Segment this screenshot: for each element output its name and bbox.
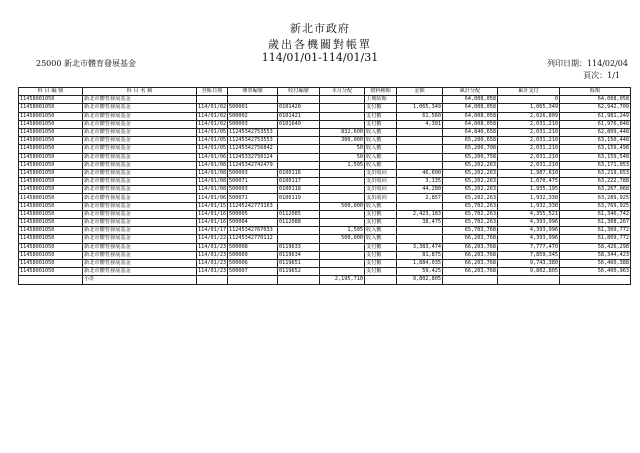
cell-monthly-allocation xyxy=(320,210,365,218)
cell-account-name: 新北市體育發展基金 xyxy=(83,169,197,177)
cell-account-no: 11458001050 xyxy=(19,268,83,276)
cell-amount: 2,857 xyxy=(397,194,443,202)
cell-monthly-allocation xyxy=(320,178,365,186)
column-header-amount: 金額 xyxy=(397,88,443,96)
cell-monthly-allocation xyxy=(320,268,365,276)
cell-post-date xyxy=(197,276,228,284)
cell-post-date: 114/01/08 xyxy=(198,186,227,193)
cell-account-name: 新北市體育發展基金 xyxy=(83,137,197,145)
cell-monthly-allocation xyxy=(320,96,365,104)
cell-data-type: 收入數 xyxy=(365,161,397,169)
cell-account-no: 11458001050 xyxy=(19,128,83,136)
cell-account-no: 11458001050 xyxy=(19,104,83,112)
cell-account-name: 新北市體育發展基金 xyxy=(83,120,197,128)
table-row xyxy=(19,96,631,104)
cell-payment-no: 0101421 xyxy=(278,112,320,120)
cell-payment-no: 0100119 xyxy=(278,194,320,202)
cell-amount: 44,280 xyxy=(397,186,443,194)
cell-monthly-allocation: 500,000 xyxy=(320,235,365,243)
cell-payment-no: 0101420 xyxy=(278,104,320,112)
cell-account-name: 新北市體育發展基金 xyxy=(83,202,197,210)
cell-account-no: 11458001050 xyxy=(19,219,83,227)
cell-voucher-no: 500071 xyxy=(228,178,278,186)
cell-cum-allocation: 66,203,768 xyxy=(443,251,498,259)
cell-payment-no: 0119652 xyxy=(278,268,320,276)
page-number: 頁次：1/1 xyxy=(583,71,620,80)
cell-cum-allocation: 64,008,058 xyxy=(443,96,498,104)
cell-account-name: 新北市體育發展基金 xyxy=(83,259,197,267)
cell-voucher-no: 11245342756842 xyxy=(228,145,278,153)
cell-cum-payment: 1,932,338 xyxy=(498,194,560,202)
cell-monthly-allocation xyxy=(320,219,365,227)
column-header-account-no: 科 目 編 號 xyxy=(19,88,83,96)
cell-balance: 63,219,653 xyxy=(560,169,631,177)
cell-cum-payment: 1,987,610 xyxy=(498,169,560,177)
cell-cum-payment: 9,802,805 xyxy=(498,268,560,276)
cell-post-date: 114/01/05 xyxy=(198,137,227,144)
cell-payment-no: 0119634 xyxy=(278,251,320,259)
table-row xyxy=(19,104,631,112)
cell-monthly-allocation: 1,505 xyxy=(320,227,365,235)
cell-balance: 61,809,772 xyxy=(560,235,631,243)
cell-account-no: 11458001050 xyxy=(19,96,83,104)
cell-cum-allocation: 66,203,768 xyxy=(443,268,498,276)
cell-payment-no xyxy=(278,137,320,145)
cell-account-no: 11458001050 xyxy=(19,251,83,259)
cell-balance: 63,289,925 xyxy=(560,194,631,202)
cell-data-type: 支出收回 xyxy=(365,178,397,186)
cell-amount xyxy=(397,145,443,153)
cell-amount xyxy=(397,128,443,136)
cell-balance: 61,346,742 xyxy=(560,210,631,218)
cell-amount xyxy=(397,153,443,161)
cell-data-type xyxy=(365,276,397,284)
cell-account-no: 11458001050 xyxy=(19,210,83,218)
cell-payment-no: 0100117 xyxy=(278,178,320,186)
cell-cum-payment: 4,393,996 xyxy=(498,227,560,235)
cell-payment-no: 0112088 xyxy=(278,219,320,227)
cell-voucher-no: 11245342742479 xyxy=(228,161,278,169)
cell-cum-payment: 7,859,345 xyxy=(498,251,560,259)
cell-amount: 2,423,183 xyxy=(397,210,443,218)
table-row xyxy=(19,169,631,177)
print-date: 列印日期：114/02/04 xyxy=(546,59,628,68)
cell-cum-payment: 9,743,380 xyxy=(498,259,560,267)
cell-voucher-no: 500006 xyxy=(228,259,278,267)
cell-monthly-allocation xyxy=(320,194,365,202)
cell-data-type: 支付數 xyxy=(365,259,397,267)
column-header-cum-allocation: 累計分配 xyxy=(443,88,498,96)
cell-post-date: 114/01/08 xyxy=(198,178,227,185)
cell-account-name: 新北市體育發展基金 xyxy=(83,251,197,259)
cell-account-no: 11458001050 xyxy=(19,178,83,186)
cell-amount: 3,135 xyxy=(397,178,443,186)
cell-balance: 56,460,388 xyxy=(560,259,631,267)
cell-voucher-no: 500009 xyxy=(228,251,278,259)
cell-amount: 1,065,349 xyxy=(397,104,443,112)
cell-post-date: 114/01/08 xyxy=(198,169,227,176)
cell-cum-payment: 2,031,210 xyxy=(498,153,560,161)
cell-account-name: 新北市體育發展基金 xyxy=(83,194,197,202)
cell-account-name: 小計 xyxy=(83,276,197,284)
table-row xyxy=(19,210,631,218)
report-title: 歲出各機關對帳單 xyxy=(268,38,372,51)
cell-amount: 46,600 xyxy=(397,169,443,177)
table-row xyxy=(19,259,631,267)
cell-data-type: 收入數 xyxy=(365,235,397,243)
cell-payment-no: 0112085 xyxy=(278,210,320,218)
cell-voucher-no: 500003 xyxy=(228,169,278,177)
table-row xyxy=(19,153,631,161)
cell-cum-allocation: 64,008,058 xyxy=(443,120,498,128)
cell-voucher-no: 500007 xyxy=(228,268,278,276)
cell-account-name: 新北市體育發展基金 xyxy=(83,161,197,169)
cell-data-type: 支出收回 xyxy=(365,186,397,194)
table-row xyxy=(19,186,631,194)
cell-account-no: 11458001050 xyxy=(19,186,83,194)
cell-account-name: 新北市體育發展基金 xyxy=(83,178,197,186)
cell-balance: 64,008,058 xyxy=(560,96,631,104)
cell-post-date: 114/01/08 xyxy=(198,161,227,168)
cell-payment-no: 0100116 xyxy=(278,169,320,177)
cell-payment-no: 0100118 xyxy=(278,186,320,194)
cell-data-type: 支出收回 xyxy=(365,169,397,177)
cell-account-name: 新北市體育發展基金 xyxy=(83,128,197,136)
cell-cum-payment: 1,935,195 xyxy=(498,186,560,194)
cell-monthly-allocation: 50 xyxy=(320,153,365,161)
cell-balance: 63,159,498 xyxy=(560,145,631,153)
cell-cum-allocation: 65,200,658 xyxy=(443,137,498,145)
cell-payment-no xyxy=(278,227,320,235)
table-header-row xyxy=(19,88,631,96)
table-row xyxy=(19,227,631,235)
cell-payment-no xyxy=(278,276,320,284)
cell-cum-payment: 0 xyxy=(498,96,560,104)
table-row xyxy=(19,202,631,210)
table-row xyxy=(19,268,631,276)
cell-account-no: 11458001050 xyxy=(19,169,83,177)
cell-balance: 61,981,249 xyxy=(560,112,631,120)
cell-data-type: 支付數 xyxy=(365,251,397,259)
table-row xyxy=(19,145,631,153)
cell-cum-allocation: 66,203,768 xyxy=(443,243,498,251)
cell-monthly-allocation xyxy=(320,169,365,177)
cell-balance: 63,769,925 xyxy=(560,202,631,210)
cell-cum-allocation: 65,200,758 xyxy=(443,153,498,161)
cell-cum-payment: 2,026,809 xyxy=(498,112,560,120)
cell-cum-payment: 1,070,475 xyxy=(498,178,560,186)
cell-account-name: 新北市體育發展基金 xyxy=(83,104,197,112)
column-header-account-name: 科 目 名 稱 xyxy=(83,88,197,96)
cell-post-date: 114/01/22 xyxy=(198,235,227,242)
cell-cum-payment: 2,031,210 xyxy=(498,128,560,136)
cell-cum-payment: 1,065,349 xyxy=(498,104,560,112)
cell-account-name: 新北市體育發展基金 xyxy=(83,153,197,161)
cell-data-type: 收入數 xyxy=(365,137,397,145)
cell-post-date: 114/01/02 xyxy=(198,112,227,119)
cell-cum-allocation: 65,702,263 xyxy=(443,202,498,210)
cell-data-type: 支付數 xyxy=(365,104,397,112)
table-row xyxy=(19,128,631,136)
table-row xyxy=(19,194,631,202)
cell-cum-allocation: 65,202,263 xyxy=(443,161,498,169)
cell-monthly-allocation: 50 xyxy=(320,145,365,153)
table-row xyxy=(19,219,631,227)
cell-account-no: 11458001050 xyxy=(19,235,83,243)
cell-post-date: 114/01/17 xyxy=(198,227,227,234)
cell-amount xyxy=(397,202,443,210)
cell-amount xyxy=(397,161,443,169)
cell-cum-allocation: 65,202,263 xyxy=(443,178,498,186)
cell-post-date: 114/01/23 xyxy=(198,268,227,275)
cell-account-name: 新北市體育發展基金 xyxy=(83,219,197,227)
cell-amount xyxy=(397,227,443,235)
cell-account-name: 新北市體育發展基金 xyxy=(83,243,197,251)
cell-amount: 61,560 xyxy=(397,112,443,120)
cell-voucher-no: 500002 xyxy=(228,112,278,120)
cell-payment-no xyxy=(278,161,320,169)
cell-balance: 63,171,053 xyxy=(560,161,631,169)
cell-account-name: 新北市體育發展基金 xyxy=(83,268,197,276)
cell-payment-no: 0101640 xyxy=(278,120,320,128)
subtotal-row xyxy=(19,276,631,284)
cell-balance: 61,976,848 xyxy=(560,120,631,128)
cell-voucher-no: 11245342753553 xyxy=(228,137,278,145)
cell-voucher-no: 500071 xyxy=(228,194,278,202)
cell-data-type: 收入數 xyxy=(365,145,397,153)
cell-monthly-allocation xyxy=(320,112,365,120)
column-header-balance: 餘額 xyxy=(560,88,631,96)
cell-payment-no xyxy=(278,96,320,104)
cell-cum-allocation: 65,702,263 xyxy=(443,219,498,227)
cell-data-type: 支付數 xyxy=(365,268,397,276)
table-row xyxy=(19,243,631,251)
cell-account-no: 11458001050 xyxy=(19,137,83,145)
cell-cum-payment: 1,932,338 xyxy=(498,202,560,210)
cell-post-date: 114/01/05 xyxy=(198,145,227,152)
column-header-payment-no: 收付編號 xyxy=(278,88,320,96)
cell-account-name: 新北市體育發展基金 xyxy=(83,235,197,243)
cell-post-date: 114/01/06 xyxy=(198,153,227,160)
cell-account-name: 新北市體育發展基金 xyxy=(83,96,197,104)
cell-amount: 9,802,805 xyxy=(397,276,443,284)
cell-balance: 63,150,448 xyxy=(560,137,631,145)
cell-payment-no xyxy=(278,145,320,153)
cell-payment-no xyxy=(278,202,320,210)
cell-account-name: 新北市體育發展基金 xyxy=(83,112,197,120)
organization-title: 新北市政府 xyxy=(290,22,350,35)
cell-amount: 1,884,035 xyxy=(397,259,443,267)
cell-data-type: 支付數 xyxy=(365,219,397,227)
cell-voucher-no: 500003 xyxy=(228,120,278,128)
cell-cum-allocation xyxy=(443,276,498,284)
cell-voucher-no: 500005 xyxy=(228,210,278,218)
cell-amount xyxy=(397,137,443,145)
cell-account-no: 11458001050 xyxy=(19,227,83,235)
cell-cum-allocation: 65,202,263 xyxy=(443,194,498,202)
cell-data-type: 收入數 xyxy=(365,202,397,210)
cell-monthly-allocation xyxy=(320,186,365,194)
cell-cum-allocation: 66,203,768 xyxy=(443,235,498,243)
cell-amount: 38,475 xyxy=(397,219,443,227)
cell-data-type: 收入數 xyxy=(365,128,397,136)
cell-voucher-no xyxy=(228,276,278,284)
cell-monthly-allocation xyxy=(320,259,365,267)
cell-cum-allocation: 64,008,058 xyxy=(443,104,498,112)
cell-post-date: 114/01/02 xyxy=(198,120,227,127)
cell-post-date: 114/01/15 xyxy=(198,202,227,209)
cell-cum-allocation: 64,008,058 xyxy=(443,112,498,120)
cell-amount: 4,301 xyxy=(397,120,443,128)
cell-payment-no xyxy=(278,153,320,161)
cell-balance: 58,344,423 xyxy=(560,251,631,259)
cell-cum-allocation: 64,840,658 xyxy=(443,128,498,136)
cell-balance: 63,159,548 xyxy=(560,153,631,161)
cell-account-no: 11458001050 xyxy=(19,202,83,210)
cell-data-type: 支付數 xyxy=(365,112,397,120)
cell-post-date: 114/01/23 xyxy=(198,243,227,250)
cell-monthly-allocation: 832,600 xyxy=(320,128,365,136)
cell-monthly-allocation xyxy=(320,251,365,259)
cell-cum-payment: 4,393,996 xyxy=(498,235,560,243)
cell-cum-payment: 2,031,210 xyxy=(498,137,560,145)
cell-data-type: 收入數 xyxy=(365,227,397,235)
column-header-monthly-allocation: 本月分配 xyxy=(320,88,365,96)
cell-voucher-no: 11245332750124 xyxy=(228,153,278,161)
cell-monthly-allocation xyxy=(320,243,365,251)
cell-cum-payment: 4,393,996 xyxy=(498,219,560,227)
cell-account-name: 新北市體育發展基金 xyxy=(83,210,197,218)
cell-data-type: 支付數 xyxy=(365,120,397,128)
cell-account-no: 11458001050 xyxy=(19,161,83,169)
cell-cum-allocation: 65,702,263 xyxy=(443,210,498,218)
cell-monthly-allocation: 1,505 xyxy=(320,161,365,169)
cell-post-date: 114/01/06 xyxy=(198,194,227,201)
cell-post-date: 114/01/23 xyxy=(198,260,227,267)
column-header-voucher-no: 傳票編號 xyxy=(228,88,278,96)
cell-post-date: 114/01/02 xyxy=(198,104,227,111)
cell-post-date: 114/01/23 xyxy=(198,251,227,258)
cell-payment-no: 0119651 xyxy=(278,259,320,267)
report-period: 114/01/01-114/01/31 xyxy=(261,51,379,64)
cell-balance: 61,308,267 xyxy=(560,219,631,227)
cell-account-no: 11458001050 xyxy=(19,153,83,161)
cell-account-name: 新北市體育發展基金 xyxy=(83,145,197,153)
table-row xyxy=(19,235,631,243)
cell-cum-payment xyxy=(498,276,560,284)
cell-cum-payment: 2,031,210 xyxy=(498,145,560,153)
cell-balance: 62,809,448 xyxy=(560,128,631,136)
table-row xyxy=(19,251,631,259)
table-row xyxy=(19,161,631,169)
ledger-table xyxy=(18,87,631,285)
cell-balance: 63,267,068 xyxy=(560,186,631,194)
cell-data-type: 支出收回 xyxy=(365,194,397,202)
column-header-cum-payment: 累計支付 xyxy=(498,88,560,96)
cell-amount xyxy=(397,96,443,104)
column-header-data-type: 資料種類 xyxy=(365,88,397,96)
cell-payment-no xyxy=(278,128,320,136)
cell-monthly-allocation xyxy=(320,104,365,112)
cell-account-name: 新北市體育發展基金 xyxy=(83,227,197,235)
cell-balance xyxy=(560,276,631,284)
cell-cum-allocation: 65,200,708 xyxy=(443,145,498,153)
cell-balance: 63,222,788 xyxy=(560,178,631,186)
cell-balance: 56,400,963 xyxy=(560,268,631,276)
cell-post-date xyxy=(197,96,228,104)
cell-cum-payment: 7,777,470 xyxy=(498,243,560,251)
cell-voucher-no: 500003 xyxy=(228,186,278,194)
cell-cum-allocation: 66,203,768 xyxy=(443,259,498,267)
cell-voucher-no: 11245342753553 xyxy=(228,128,278,136)
cell-monthly-allocation: 2,195,710 xyxy=(320,276,365,284)
cell-account-no: 11458001050 xyxy=(19,112,83,120)
cell-post-date: 114/01/05 xyxy=(198,129,227,136)
cell-cum-payment: 2,031,210 xyxy=(498,120,560,128)
table-row xyxy=(19,120,631,128)
cell-balance: 58,426,298 xyxy=(560,243,631,251)
cell-amount xyxy=(397,235,443,243)
cell-post-date: 114/01/16 xyxy=(198,219,227,226)
cell-account-no: 11458001050 xyxy=(19,243,83,251)
cell-cum-allocation: 65,202,263 xyxy=(443,169,498,177)
cell-account-no xyxy=(19,276,83,284)
table-row xyxy=(19,137,631,145)
cell-voucher-no xyxy=(228,96,278,104)
cell-monthly-allocation xyxy=(320,120,365,128)
table-row xyxy=(19,178,631,186)
cell-amount: 59,425 xyxy=(397,268,443,276)
cell-data-type: 支付數 xyxy=(365,210,397,218)
cell-amount: 3,383,474 xyxy=(397,243,443,251)
cell-account-no: 11458001050 xyxy=(19,259,83,267)
cell-cum-allocation: 65,703,768 xyxy=(443,227,498,235)
cell-cum-payment: 2,031,210 xyxy=(498,161,560,169)
cell-cum-payment: 4,355,521 xyxy=(498,210,560,218)
cell-account-no: 11458001050 xyxy=(19,120,83,128)
cell-post-date: 114/01/16 xyxy=(198,210,227,217)
cell-voucher-no: 11245342770112 xyxy=(228,235,278,243)
cell-data-type: 上期結餘 xyxy=(365,96,397,104)
column-header-post-date: 登帳日期 xyxy=(197,88,228,96)
cell-account-name: 新北市體育發展基金 xyxy=(83,186,197,194)
cell-balance: 61,309,772 xyxy=(560,227,631,235)
cell-cum-allocation: 65,202,263 xyxy=(443,186,498,194)
cell-payment-no: 0119633 xyxy=(278,243,320,251)
cell-monthly-allocation: 500,000 xyxy=(320,202,365,210)
cell-data-type: 收入數 xyxy=(365,153,397,161)
table-row xyxy=(19,112,631,120)
cell-voucher-no: 500008 xyxy=(228,243,278,251)
cell-balance: 62,942,709 xyxy=(560,104,631,112)
cell-amount: 81,875 xyxy=(397,251,443,259)
cell-account-no: 11458001050 xyxy=(19,194,83,202)
cell-monthly-allocation: 300,000 xyxy=(320,137,365,145)
cell-voucher-no: 500001 xyxy=(228,104,278,112)
cell-account-no: 11458001050 xyxy=(19,145,83,153)
cell-voucher-no: 11245242773163 xyxy=(228,202,278,210)
cell-data-type: 支付數 xyxy=(365,243,397,251)
cell-voucher-no: 11245342767033 xyxy=(228,227,278,235)
fund-name: 25000 新北市體育發展基金 xyxy=(36,59,136,68)
cell-voucher-no: 500004 xyxy=(228,219,278,227)
cell-payment-no xyxy=(278,235,320,243)
